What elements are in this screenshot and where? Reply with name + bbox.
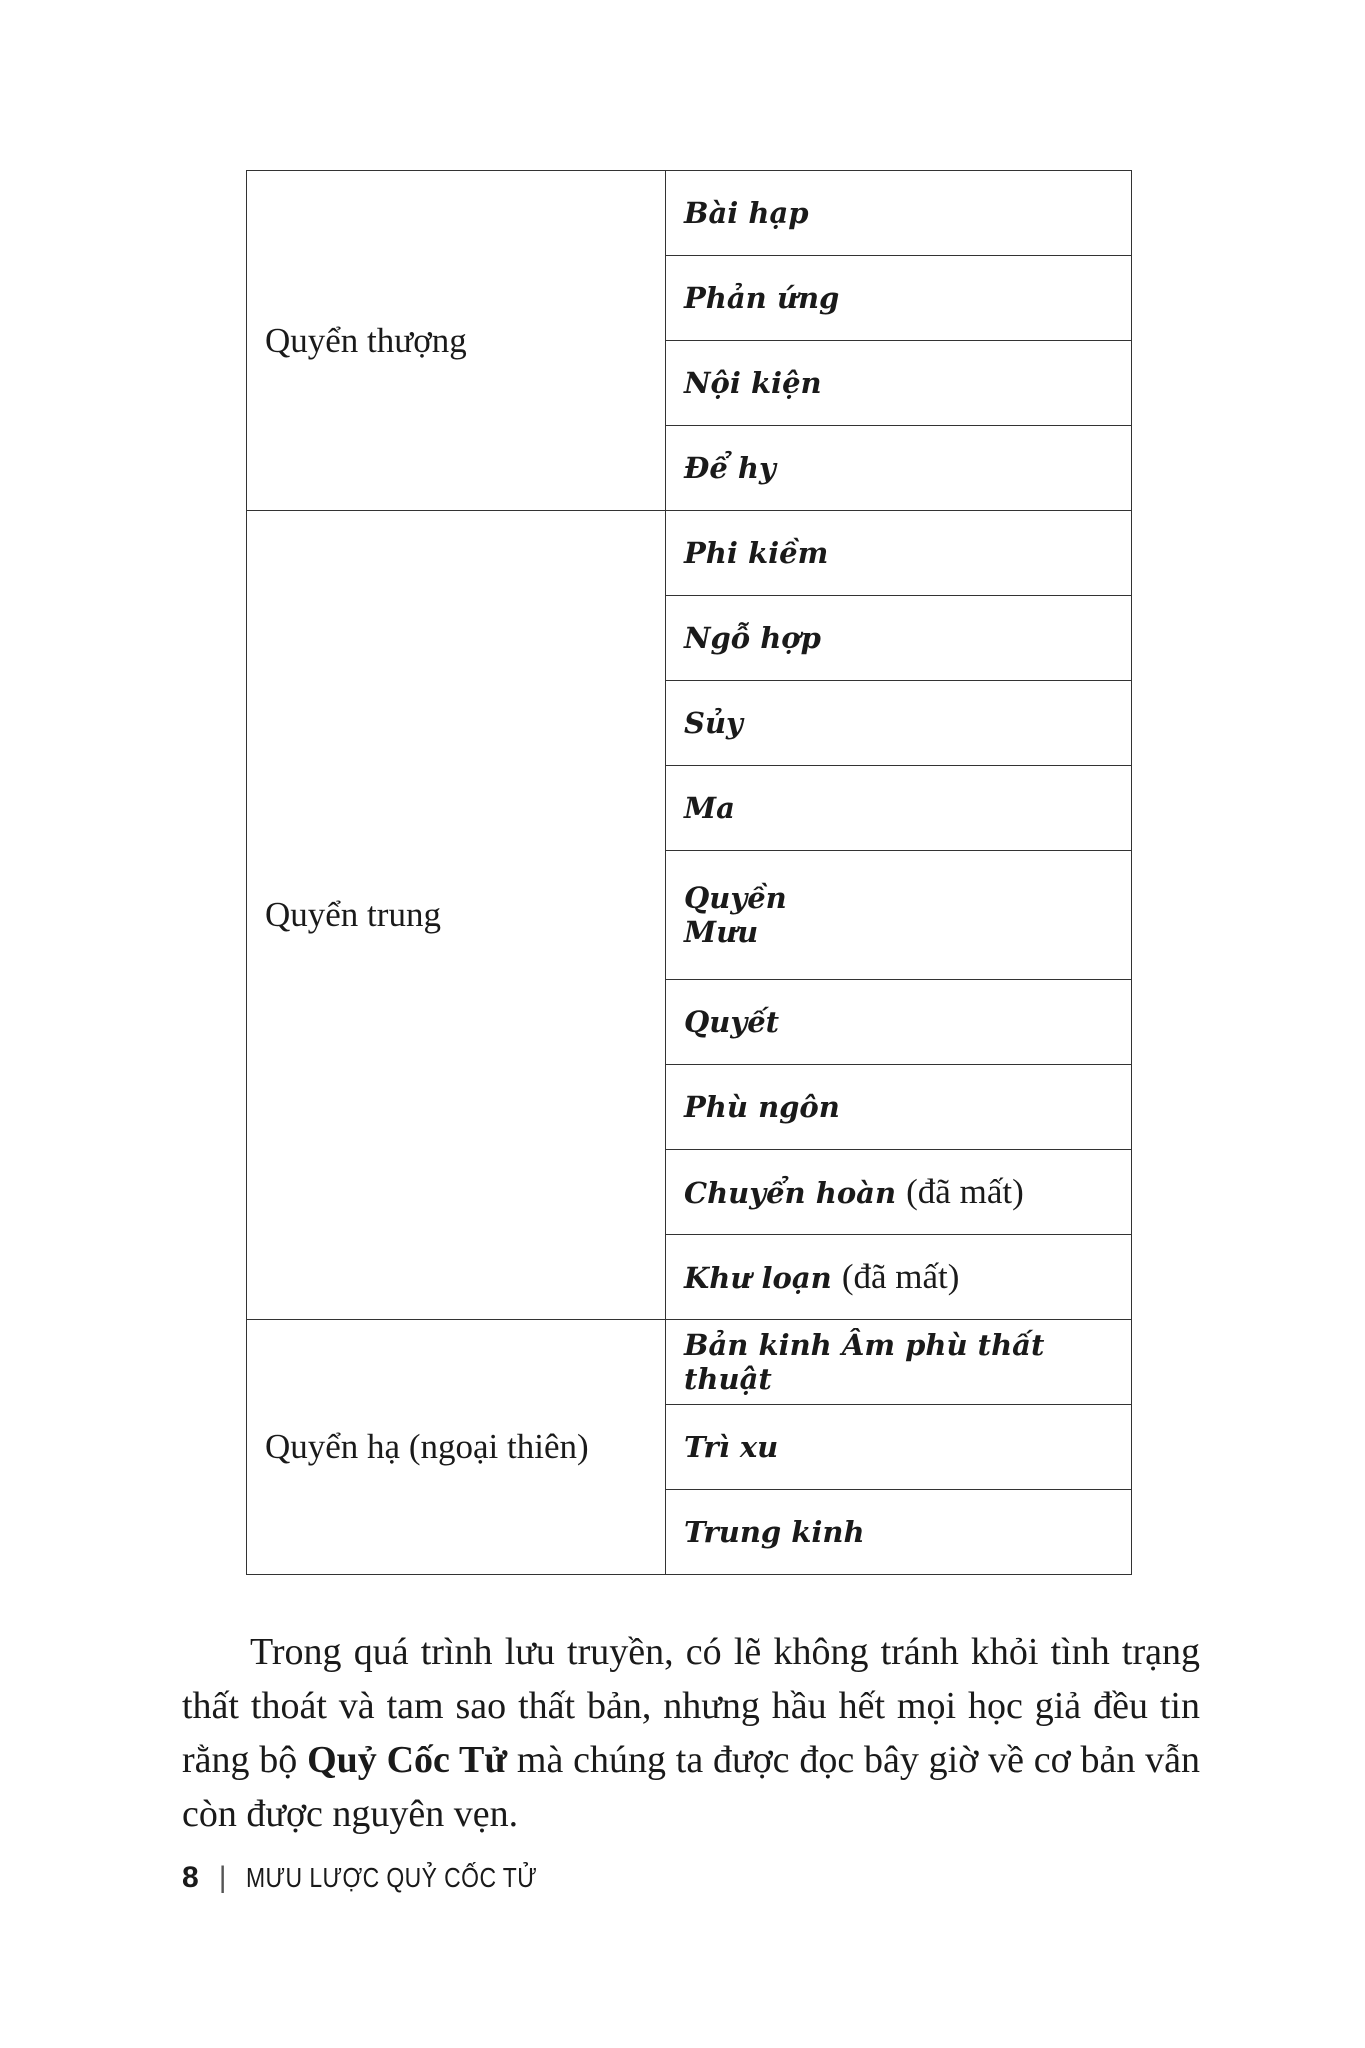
table-row (247, 511, 1132, 596)
paragraph-text-after: mà chúng ta được đọc bây giờ về cơ bản vẫn còn được nguyên vẹn. (182, 1739, 1200, 1835)
chapter-title: Quyết (666, 980, 1132, 1065)
chapter-title: Phù ngôn (666, 1065, 1132, 1150)
volume-name: Quyển hạ (ngoại thiên) (247, 1320, 666, 1575)
chapter-title: Nội kiện (666, 341, 1132, 426)
chapter-title: Bản kinh Âm phù thất thuật (666, 1320, 1132, 1405)
chapter-title: Ma (666, 766, 1132, 851)
chapter-title (666, 1235, 1132, 1320)
chapter-note: (đã mất) (906, 1172, 1024, 1211)
chapter-title: Phi kiềm (666, 511, 1132, 596)
table-row (247, 1320, 1132, 1405)
chapter-title-text: Chuyển hoàn (684, 1176, 897, 1210)
footer-separator: | (218, 1861, 227, 1894)
chapter-title: Phản ứng (666, 256, 1132, 341)
chapter-title (666, 851, 1132, 980)
page-footer (182, 1856, 602, 1900)
chapter-title: Sủy (666, 681, 1132, 766)
paragraph-text-before: Trong quá trình lưu truyền, có lẽ không tránh khỏi tình trạng thất thoát và tam sao thất bản, nhưng hầu hết mọi học giả đều tin rằng bộ (182, 1631, 1200, 1781)
volume-name: Quyển thượng (247, 171, 666, 511)
chapter-note: (đã mất) (841, 1257, 960, 1296)
chapter-title (666, 1150, 1132, 1235)
body-paragraph (182, 1625, 1200, 1841)
running-title: MƯU LƯỢC QUỶ CỐC TỬ (246, 1862, 538, 1893)
page-number: 8 (182, 1861, 199, 1894)
chapter-title: Bài hạp (666, 171, 1132, 256)
chapter-title: Trì xu (666, 1405, 1132, 1490)
chapter-title-line-2: Mưu (684, 915, 759, 949)
table-row (247, 171, 1132, 256)
chapter-title: Ngỗ hợp (666, 596, 1132, 681)
chapter-title: Để hy (666, 426, 1132, 511)
chapter-title-text: Khư loạn (684, 1261, 832, 1295)
volume-name: Quyển trung (247, 511, 666, 1320)
book-name-bold: Quỷ Cốc Tử (307, 1739, 508, 1781)
table-of-contents (246, 170, 1132, 1575)
chapter-title-line-1: Quyền (684, 881, 787, 915)
chapter-title: Trung kinh (666, 1490, 1132, 1575)
